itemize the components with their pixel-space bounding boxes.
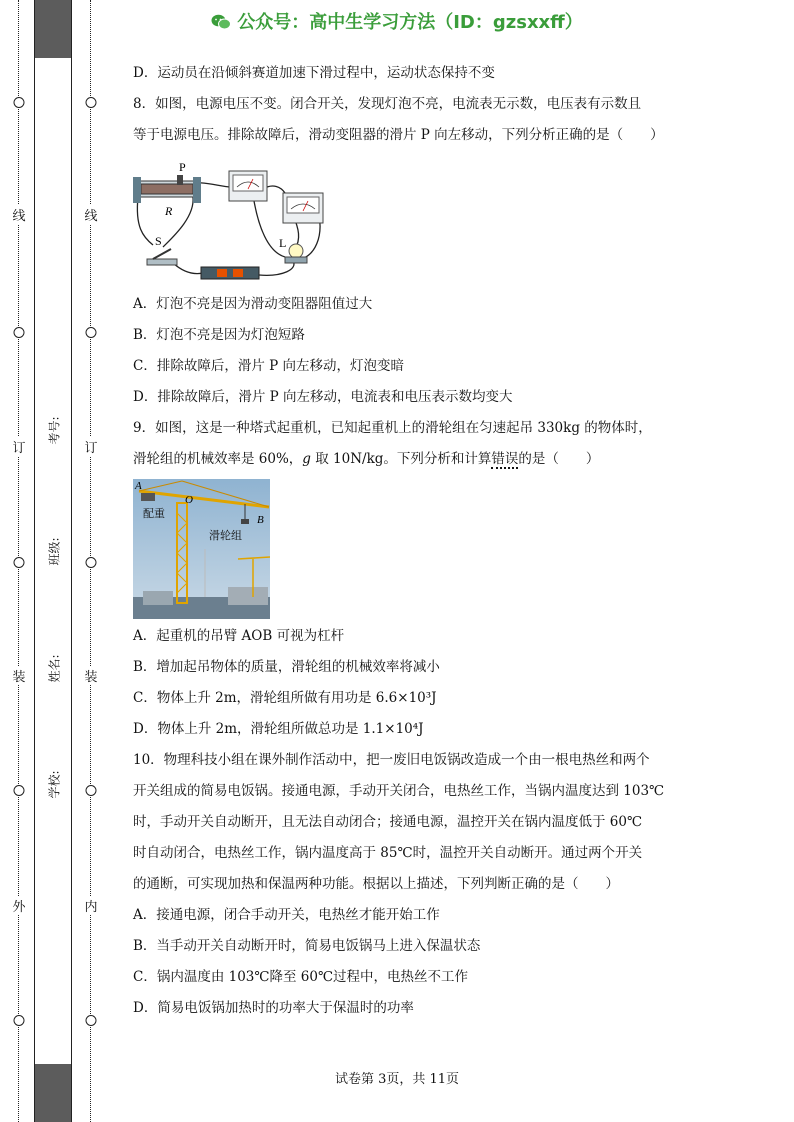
q10-option-a: A．接通电源，闭合手动开关，电热丝才能开始工作 xyxy=(133,907,440,923)
label-pulley: 滑轮组 xyxy=(209,529,242,542)
q9-option-a: A．起重机的吊臂 AOB 可视为杠杆 xyxy=(133,628,345,644)
header-text: 公众号：高中生学习方法（ID：gzsxxff） xyxy=(237,12,583,33)
q10-stem-line2: 开关组成的简易电饭锅。接通电源，手动开关闭合，电热丝工作，当锅内温度达到 103℃ xyxy=(133,783,665,799)
label-s: S xyxy=(155,234,162,248)
outer-char-ding: 订 xyxy=(12,437,25,456)
binding-circle xyxy=(14,785,25,796)
inner-char-line: 线 xyxy=(84,205,97,224)
q10-option-b: B．当手动开关自动断开时，简易电饭锅马上进入保温状态 xyxy=(133,938,481,954)
label-a: A xyxy=(135,480,142,492)
outer-char-line: 线 xyxy=(12,205,25,224)
binding-circle xyxy=(14,97,25,108)
label-o: O xyxy=(185,494,193,506)
q8-option-b: B．灯泡不亮是因为灯泡短路 xyxy=(133,327,305,343)
inner-char-nei: 内 xyxy=(84,896,97,915)
binding-circle xyxy=(14,557,25,568)
binding-circle xyxy=(86,1015,97,1026)
q8-circuit-figure xyxy=(133,157,333,285)
wechat-icon xyxy=(211,14,231,30)
field-name: 姓名: xyxy=(47,654,62,683)
q9-crane-photo xyxy=(133,479,270,619)
outer-binding-margin xyxy=(0,0,34,1122)
binding-circle xyxy=(86,97,97,108)
inner-char-zhuang: 装 xyxy=(84,666,97,685)
q10-stem-line5: 的通断，可实现加热和保温两种功能。根据以上描述，下列判断正确的是（ ） xyxy=(133,876,619,892)
label-counterweight: 配重 xyxy=(143,507,165,520)
q9-stem-part3: 的是（ ） xyxy=(518,451,600,467)
q10-stem-line4: 时自动闭合，电热丝工作，锅内温度高于 85℃时，温控开关自动断开。通过两个开关 xyxy=(133,845,643,861)
q8-stem-line1: 8．如图，电源电压不变。闭合开关，发现灯泡不亮，电流表无示数，电压表有示数且 xyxy=(133,96,642,112)
q10-option-c: C．锅内温度由 103℃降至 60℃过程中，电热丝不工作 xyxy=(133,969,469,985)
label-b: B xyxy=(257,514,264,526)
outer-char-wai: 外 xyxy=(12,896,25,915)
label-l: L xyxy=(279,236,287,250)
q9-stem-part2: 取 10N/kg。下列分析和计算 xyxy=(310,451,492,467)
binding-circle xyxy=(14,327,25,338)
q10-stem-line1: 10．物理科技小组在课外制作活动中，把一废旧电饭锅改造成一个由一根电热丝和两个 xyxy=(133,752,650,768)
q10-stem-line3: 时，手动开关自动断开，且无法自动闭合；接通电源，温控开关在锅内温度低于 60℃ xyxy=(133,814,643,830)
binding-circle xyxy=(86,557,97,568)
inner-char-ding: 订 xyxy=(84,437,97,456)
q8-option-a: A．灯泡不亮是因为滑动变阻器阻值过大 xyxy=(133,296,373,312)
q7-option-d: D．运动员在沿倾斜赛道加速下滑过程中，运动状态保持不变 xyxy=(133,65,495,81)
emphasis-cuowu: 错误 xyxy=(491,451,519,467)
q9-stem-line2 xyxy=(133,444,763,475)
q8-option-c: C．排除故障后，滑片 P 向左移动，灯泡变暗 xyxy=(133,358,404,374)
q9-option-b: B．增加起吊物体的质量，滑轮组的机械效率将减小 xyxy=(133,659,440,675)
page-footer: 试卷第 3页，共 11页 xyxy=(334,1072,460,1087)
q9-stem-line1: 9．如图，这是一种塔式起重机，已知起重机上的滑轮组在匀速起吊 330kg 的物体时， xyxy=(133,420,652,436)
outer-char-zhuang: 装 xyxy=(12,666,25,685)
binding-circle xyxy=(14,1015,25,1026)
field-class: 班级: xyxy=(47,537,62,566)
binding-circle xyxy=(86,785,97,796)
field-school: 学校: xyxy=(47,770,62,799)
label-r: R xyxy=(165,204,173,218)
q10-option-d: D．简易电饭锅加热时的功率大于保温时的功率 xyxy=(133,1000,414,1016)
label-p: P xyxy=(179,160,186,174)
q9-option-c: C．物体上升 2m，滑轮组所做有用功是 6.6×10³J xyxy=(133,690,437,706)
q9-option-d: D．物体上升 2m，滑轮组所做总功是 1.1×10⁴J xyxy=(133,721,424,737)
student-info-band xyxy=(34,0,72,1122)
page-header xyxy=(0,8,794,34)
field-exam-number: 考号: xyxy=(47,416,62,445)
exam-content xyxy=(133,58,763,1024)
binding-circle xyxy=(86,327,97,338)
q9-stem-part1: 滑轮组的机械效率是 60%， xyxy=(133,451,303,467)
inner-binding-margin xyxy=(72,0,106,1122)
q8-stem-line2: 等于电源电压。排除故障后，滑动变阻器的滑片 P 向左移动，下列分析正确的是（ ） xyxy=(133,127,664,143)
q8-option-d: D．排除故障后，滑片 P 向左移动，电流表和电压表示数均变大 xyxy=(133,389,513,405)
symbol-g: g xyxy=(302,451,311,467)
